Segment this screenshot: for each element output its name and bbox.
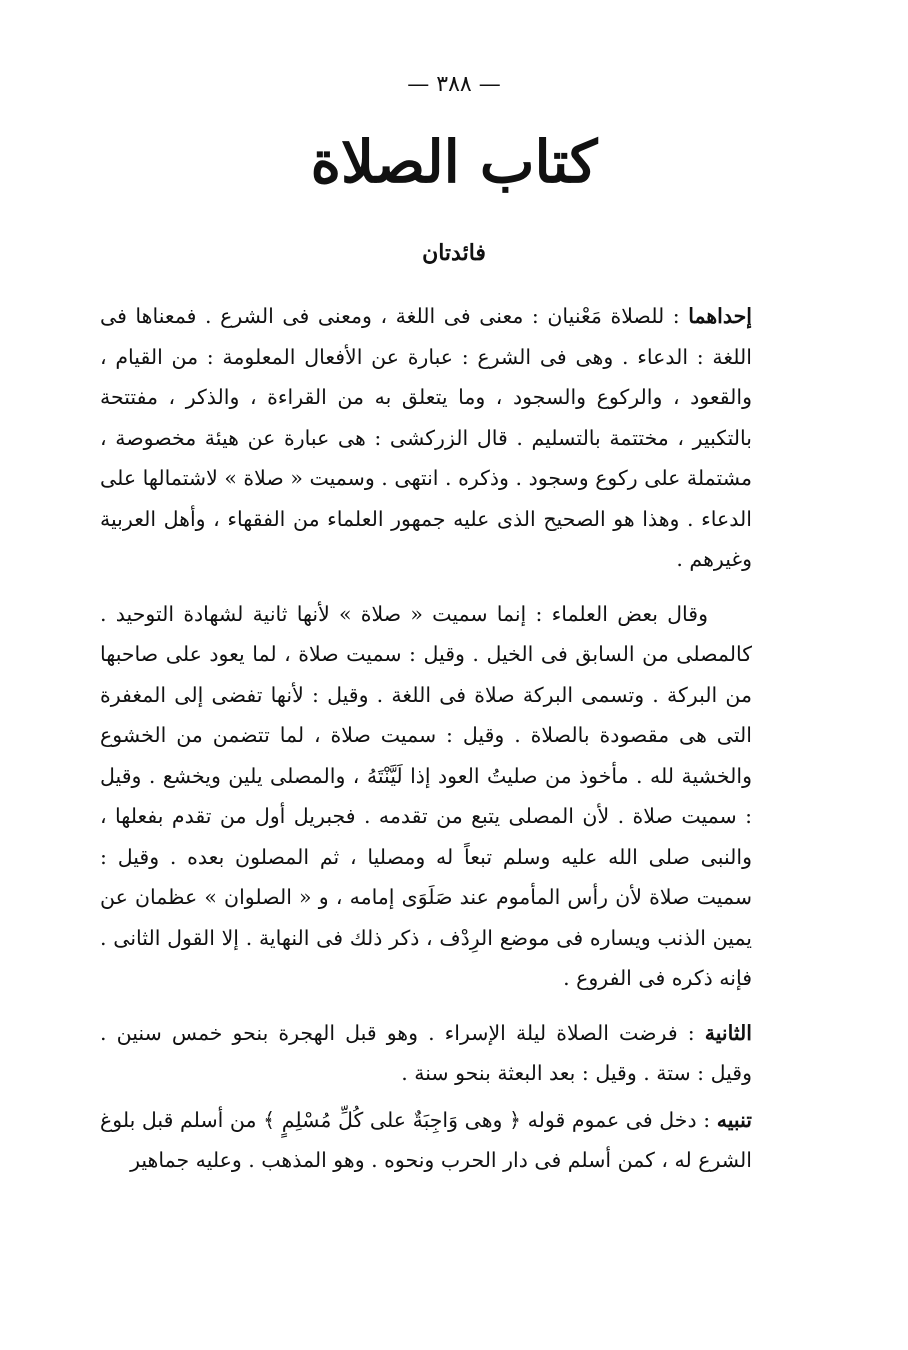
paragraph-lead: الثانية bbox=[704, 1020, 752, 1045]
paragraph bbox=[100, 296, 752, 580]
paragraph-lead: تنبيه bbox=[716, 1107, 752, 1132]
paragraph bbox=[100, 1100, 752, 1181]
paragraph-text: وقال بعض العلماء : إنما سميت « صلاة » لأنها ثانية لشهادة التوحيد . كالمصلى من السابق فى الخيل . وقيل : سميت صلاة ، لما يعود على صاحبها من البركة . وتسمى البركة صلاة فى اللغة . وقيل : لأنها تفضى إلى المغفرة التى هى مقصودة بالصلاة . وقيل : سميت صلاة ، لما تتضمن من الخشوع والخشية لله . مأخوذ من صليتُ العود إذا لَيَّنْتَهُ ، والمصلى يلين ويخشع . وقيل : سميت صلاة . لأن المصلى يتبع من تقدمه . فجبريل أول من تقدم بفعلها ، والنبى صلى الله عليه وسلم تبعاً له ومصليا ، ثم المصلون بعده . وقيل : سميت صلاة لأن رأس المأموم عند صَلَوَى إمامه ، و « الصلوان » عظمان عن يمين الذنب ويساره فى موضع الرِدْف ، ذكر ذلك فى النهاية . إلا القول الثانى . فإنه ذكره فى الفروع . bbox=[100, 601, 752, 990]
chapter-title: كتاب الصلاة bbox=[310, 128, 598, 196]
body-text bbox=[100, 296, 752, 1195]
paragraph-text: : فرضت الصلاة ليلة الإسراء . وهو قبل الهجرة بنحو خمس سنين . وقيل : ستة . وقيل : بعد البعثة بنحو سنة . bbox=[100, 1020, 752, 1085]
paragraph-text: : للصلاة مَعْنيان : معنى فى اللغة ، ومعنى فى الشرع . فمعناها فى اللغة : الدعاء . وهى فى الشرع : عبارة عن الأفعال المعلومة : من القيام ، والقعود ، والركوع والسجود ، وما يتعلق به من القراءة ، والذكر ، مفتتحة بالتكبير ، مختتمة بالتسليم . قال الزركشى : هى عبارة عن هيئة مخصوصة ، مشتملة على ركوع وسجود . وذكره . انتهى . وسميت « صلاة » لاشتمالها على الدعاء . وهذا هو الصحيح الذى عليه جمهور العلماء من الفقهاء ، وأهل العربية وغيرهم . bbox=[100, 304, 752, 571]
paragraph-lead: إحداهما bbox=[688, 304, 752, 328]
paragraph-text: : دخل فى عموم قوله ﴿ وهى وَاجِبَةٌ على كُلِّ مُسْلِمٍ ﴾ من أسلم قبل بلوغ الشرع له ، كمن أسلم فى دار الحرب ونحوه . وهو المذهب . وعليه جماهير bbox=[100, 1107, 752, 1172]
paragraph bbox=[100, 1013, 752, 1094]
paragraph bbox=[100, 594, 752, 999]
section-heading: فائدتان bbox=[422, 240, 486, 266]
page-number: — ٣٨٨ — bbox=[407, 72, 501, 97]
